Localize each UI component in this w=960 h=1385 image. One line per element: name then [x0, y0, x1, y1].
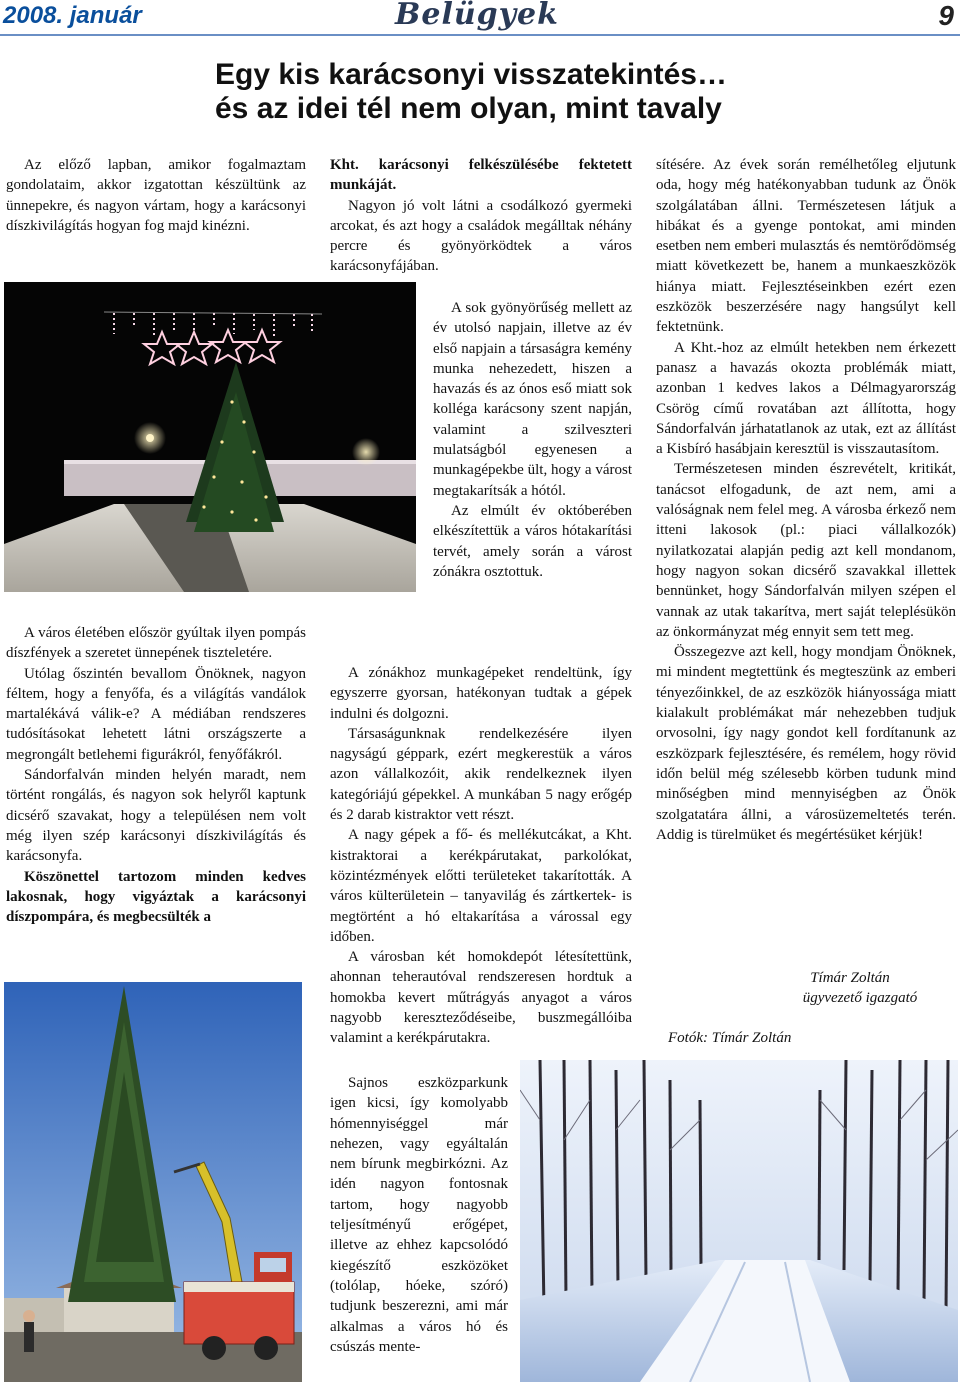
photo-crane-lifting-tree: [4, 982, 302, 1382]
col1-paragraph-2: Sándorfalván minden helyén maradt, nem történt rongálás, és nagyon sok helyről kaptunk dicsérő szavakat, hogy a településen nem volt még ilyen szép karácsonyi díszkivilágítás és karácsonyfa.: [6, 767, 306, 865]
col2-paragraph-6: A nagy gépek a fő- és mellékutcákat, a Kht. kistraktorai a kerékpárutakat, parkolókat, közintézmények előtti területeket takarították. A város külterületein – tanyavilág és zártkertek- is megtörtént a hó eltakarítása a várossal egy időben.: [330, 827, 632, 945]
col2-paragraph-4: A zónákhoz munkagépeket rendeltünk, így egyszerre gyorsan, hatékonyan tudtak a gépek indulni és dolgozni.: [330, 665, 632, 722]
intro-paragraph: Az előző lapban, amikor fogalmaztam gondolataim, akkor izgatottan készültünk az ünnepekre, és nagyon vártam, hogy a karácsonyi díszkivilágítás hogyan fog majd kinézni.: [6, 157, 306, 234]
col2-paragraph-2: A sok gyönyörűség mellett az év utolsó napjain, illetve az év első napjain a társaságra kemény munka nehezedett, hiszen a havazás és az ónos eső miatt sok kolléga karácsony szent napján, valamint a szilveszteri mulatságból egyenesen a munkagépekbe ült, hogy a várost megtakarítsák a hótól.: [433, 300, 632, 499]
page-number: 9: [938, 0, 954, 31]
col3-paragraph-0: sítésére. Az évek során remélhetőleg eljutunk oda, hogy még hatékonyabban tudunk az Önök szolgálatában állni. Természetesen látjuk a hibákat és a gyenge pontokat, ami minden esetben nem emberi mulasztás és nemtörődömség miatt következett be, hanem a munkaeszközök hiánya miatt. Fejlesztéseinkben ezért ezen eszközök beszerzésére nagy hangsúlyt kell fektetnünk.: [656, 157, 956, 336]
col1-intro: [6, 155, 306, 236]
col2-paragraph-1: Nagyon jó volt látni a csodálkozó gyermeki arcokat, és azt hogy a családok megálltak néhány percre és gyönyörködtek a város karácsonyfájában.: [330, 197, 632, 275]
title-line-1: Egy kis karácsonyi visszatekintés…: [215, 58, 727, 91]
photo-snowy-forest-road: [520, 1060, 958, 1382]
photo-credit: Fotók: Tímár Zoltán: [668, 1030, 792, 1046]
col3-paragraph-3: Összegezve azt kell, hogy mondjam Önöknek, mi mindent megtettünk és megteszünk az emberi tényezőinkkel, de az eszközök hiányossága miatt kialakult problémákat már nehezebben tudjuk orvosolni, így nagy gondot kell fordítanunk az eszközpark fejlesztésére, és remélem, hogy rövid időn belül még szélesebb körben tudunk mind minőségben mind mennyiségben az Önök szolgatatára állni, a városüzemeltetés terén. Addig is türelmüket és megértésüket kérjük!: [656, 644, 956, 843]
photo-night-christmas-tree: [4, 282, 416, 592]
col2-paragraph-5: Társaságunknak rendelkezésére ilyen nagyságú géppark, ezért megkerestük a város azon vállalkozóit, akik rendelkeznek ilyen kategóriájú gépekkel. A munkában 5 nagy erőgép és 2 darab kistraktor vett részt.: [330, 725, 632, 824]
col1-body: [6, 623, 306, 927]
col2-bold-lead: Kht. karácsonyi felkészülésébe fektetett munkáját.: [330, 157, 632, 194]
col3-body: [656, 155, 956, 845]
page-header: [0, 0, 960, 36]
section-title: Belügyek: [395, 0, 559, 32]
col3-paragraph-1: A Kht.-hoz az elmúlt hetekben nem érkezett panasz a havazás okozta problémák miatt, azonban 1 kedves lakos a Délmagyarország Csörög című rovatában azt állította, hogy Sándorfalván járhatatlanok az utak, ezt az állítást a Kisbíró hasábjain keresztül is visszautasítom.: [656, 339, 956, 458]
issue-date: 2008. január: [3, 2, 142, 29]
title-line-2: és az idei tél nem olyan, mint tavaly: [215, 92, 722, 125]
photo-caption: A város életében először gyúltak ilyen pompás díszfények a szeretet ünnepének tiszteletére.: [6, 625, 306, 662]
col2-paragraph-7: A városban két homokdepót létesítettünk, ahonnan teherautóval rendszeresen hordtuk a homokba kevert műtrágyás anyagot a város nagyobb kereszteződéseibe, buszmegállóiba valamint a kerékpárutakra.: [330, 949, 632, 1047]
col1-bold-paragraph: Köszönettel tartozom minden kedves lakosnak, hogy vigyáztak a karácsonyi díszpompára, és megbecsülték a: [6, 868, 306, 926]
col2-narrow: [433, 298, 632, 582]
col3-paragraph-2: Természetesen minden észrevételt, kritikát, tanácsot elfogadunk, de azt nem, ami a valóságnak nem felel meg. A városba érkező nem itteni lakosok (pl.: piaci vállalkozók) nyilatkozatai alapján pedig azt kell mondanom, hogy nagyon sokan dicsérő szavakkal illettek bennünket, hogy Sándorfalván milyen szépen el vannak az utak takarítva, mert saját teleplésükön az önkormányzat még ennyit sem tett meg.: [656, 461, 956, 640]
article-title: [215, 58, 775, 126]
col2-mid: [330, 663, 632, 1049]
col2-paragraph-3: Az elmúlt év októberében elkészítettük a város hótakarítási tervét, amely során a várost zónákra osztottuk.: [433, 502, 632, 580]
col2-paragraph-8: Sajnos eszközparkunk igen kicsi, így komolyabb hómennyiséggel már nehezen, vagy egyáltalán nem bírunk megbirkózni. Az idén nagyon fontosnak tartom, hogy nagyobb teljesítményű erőgépet, illetve az ehhez kapcsolódó kiegészítő eszközöket (tolólap, hóeke, szóró) tudjunk beszerezni, ami már alkalmas a város hó és csúszás mente-: [330, 1075, 508, 1355]
col2-bottom: [330, 1073, 508, 1357]
col1-paragraph-1: Utólag őszintén bevallom Önöknek, nagyon féltem, hogy a fenyőfa, és a világítás vandálok martalékává válik-e? A médiában rendszeres tudósításokat lehetett látni országszerte a megrongált betlehemi figurákról, fenyőfákról.: [6, 665, 306, 763]
col2-top: [330, 155, 632, 277]
author-name: Tímár Zoltán: [810, 970, 890, 986]
author-title: ügyvezető igazgató: [802, 990, 918, 1006]
